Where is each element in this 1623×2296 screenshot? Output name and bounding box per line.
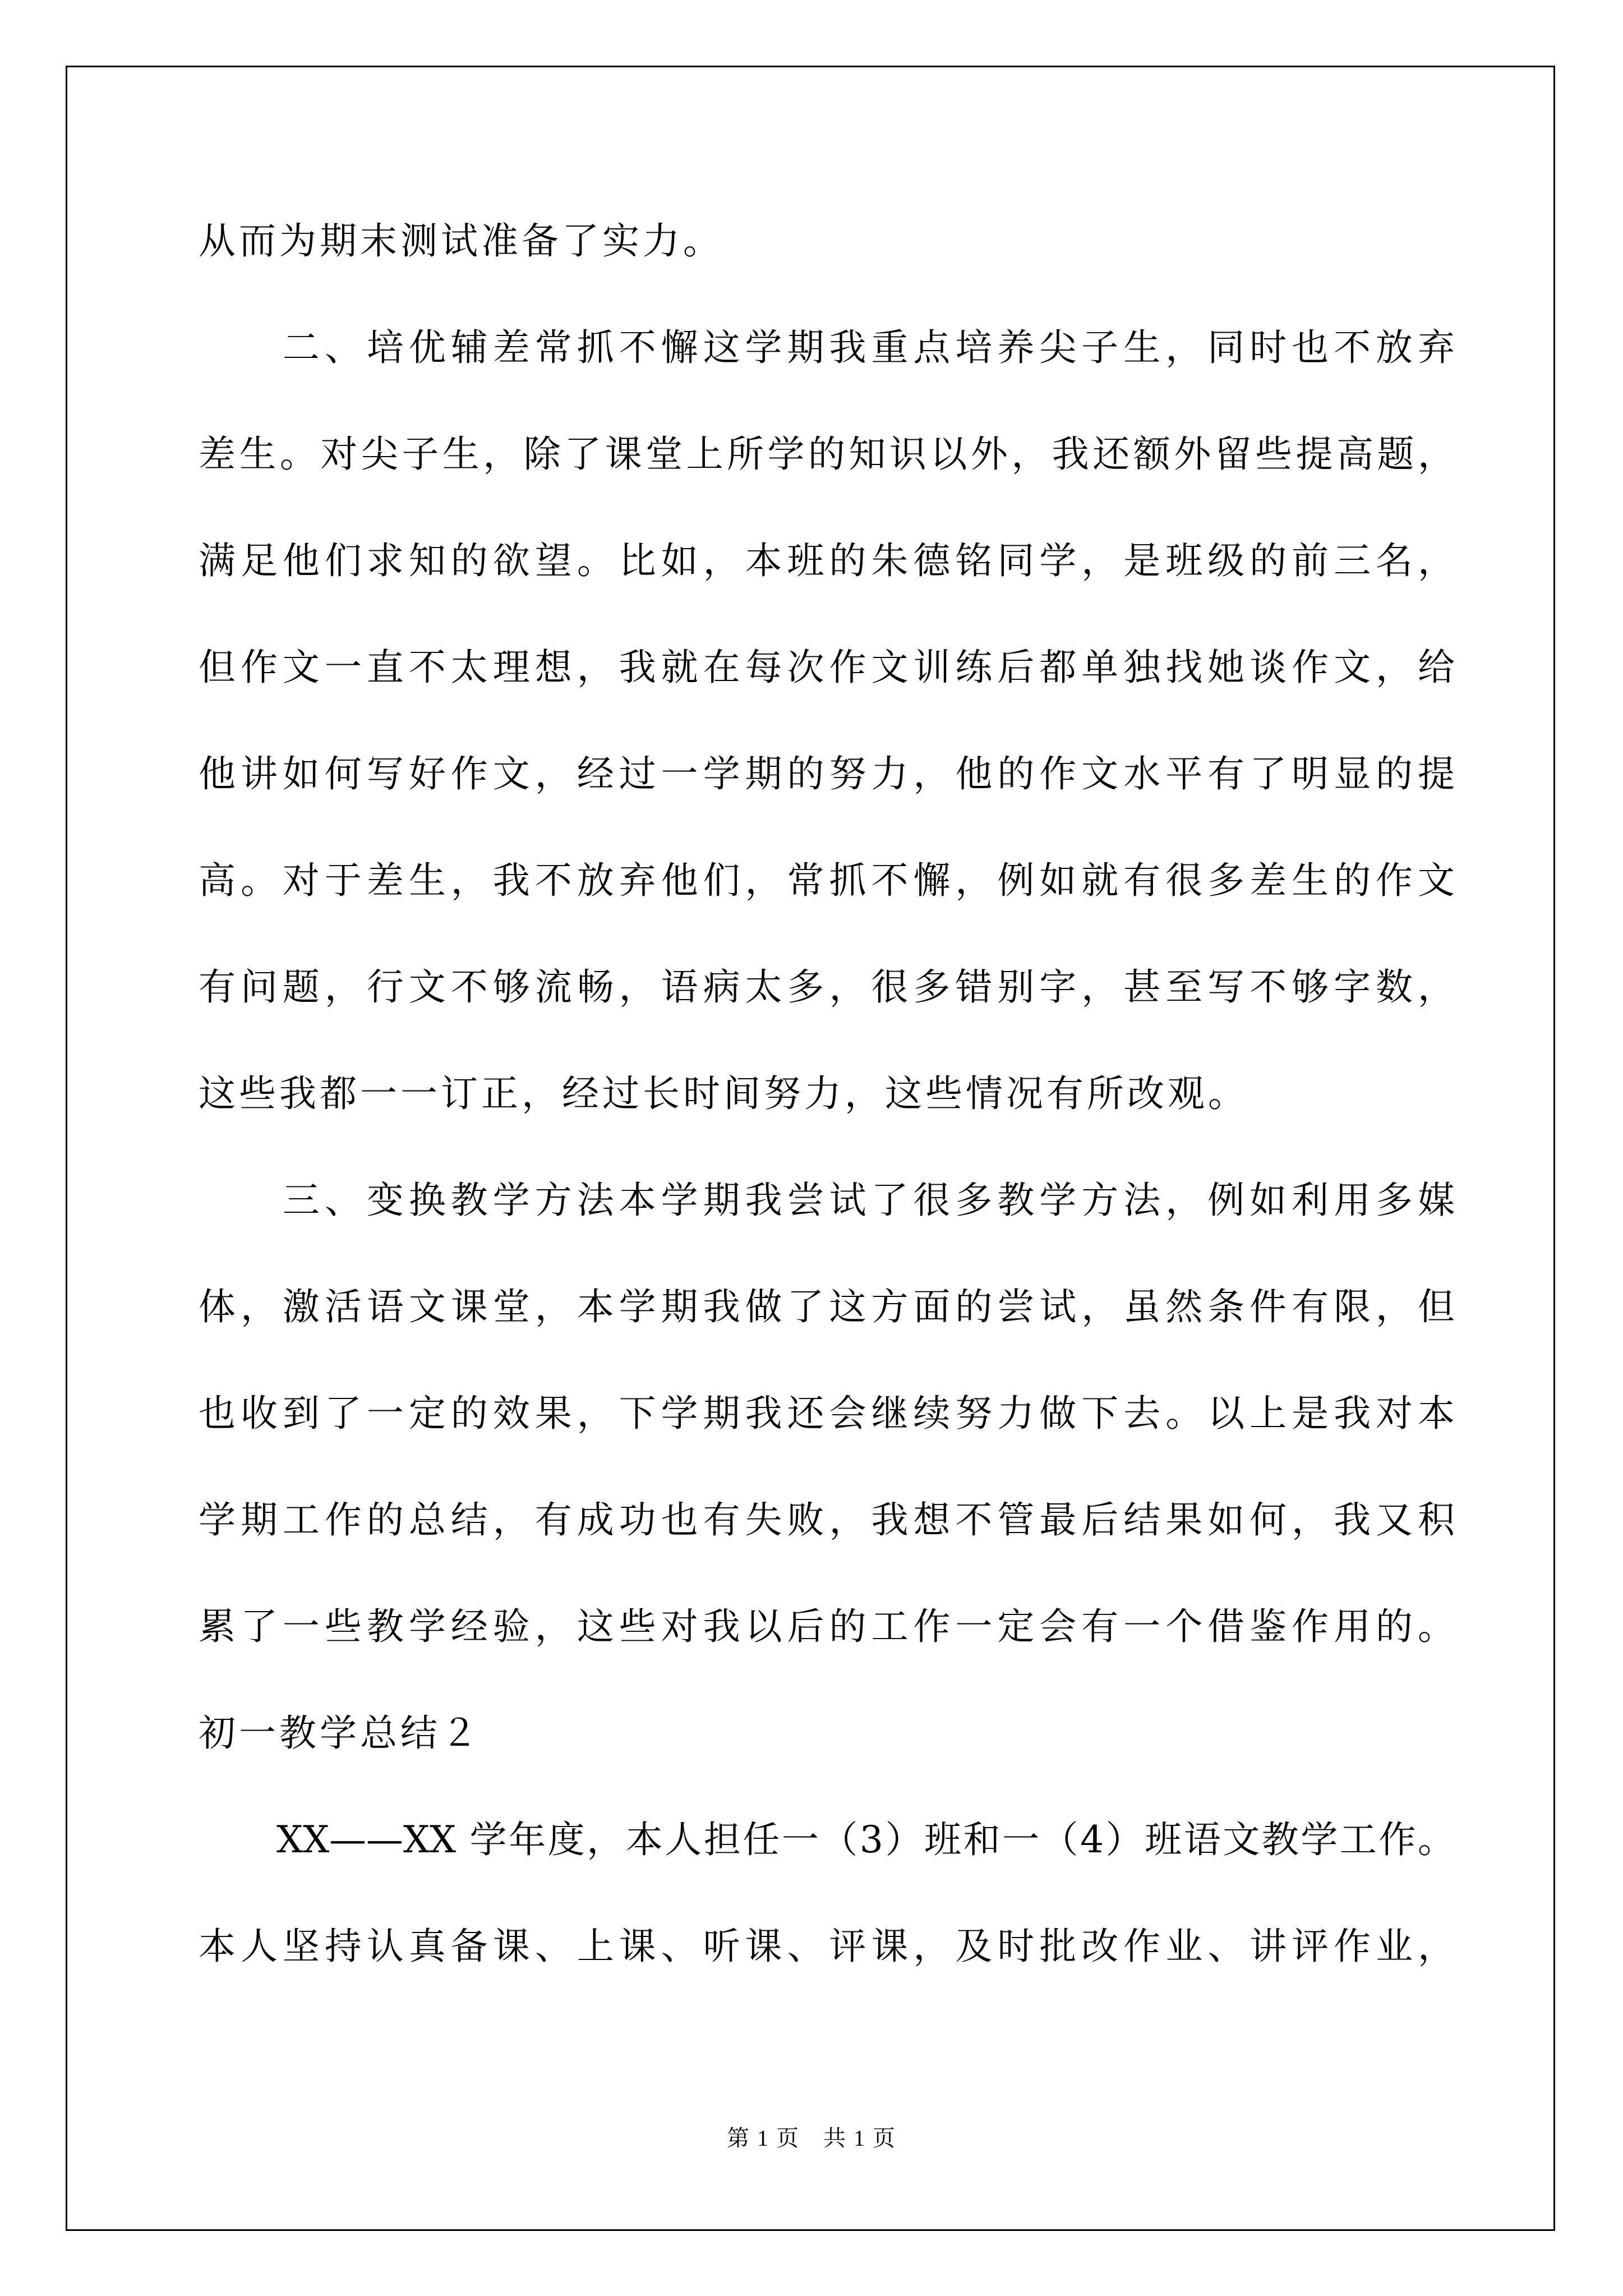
page-border (66, 66, 1555, 2231)
text-line: 二、培优辅差常抓不懈这学期我重点培养尖子生，同时也不放弃 (199, 326, 1455, 369)
text-line: 也收到了一定的效果，下学期我还会继续努力做下去。以上是我对本 (199, 1392, 1455, 1435)
text-line: XX——XX 学年度，本人担任一（3）班和一（4）班语文教学工作。 (199, 1818, 1455, 1861)
text-line: 高。对于差生，我不放弃他们，常抓不懈，例如就有很多差生的作文 (199, 859, 1455, 902)
text-line: 但作文一直不太理想，我就在每次作文训练后都单独找她谈作文，给 (199, 646, 1455, 689)
text-line: 学期工作的总结，有成功也有失败，我想不管最后结果如何，我又积 (199, 1498, 1455, 1542)
text-line: 他讲如何写好作文，经过一学期的努力，他的作文水平有了明显的提 (199, 752, 1455, 795)
text-line: 这些我都一一订正，经过长时间努力，这些情况有所改观。 (199, 1072, 1248, 1115)
text-line: 累了一些教学经验，这些对我以后的工作一定会有一个借鉴作用的。 (199, 1605, 1455, 1648)
text-line: 从而为期末测试准备了实力。 (199, 219, 723, 263)
page-number-footer: 第 1 页 共 1 页 (727, 2125, 896, 2151)
text-line: 满足他们求知的欲望。比如，本班的朱德铭同学，是班级的前三名， (199, 539, 1455, 582)
section-heading: 初一教学总结２ (199, 1711, 481, 1755)
text-line: 本人坚持认真备课、上课、听课、评课，及时批改作业、讲评作业， (199, 1925, 1455, 1968)
text-line: 三、变换教学方法本学期我尝试了很多教学方法，例如利用多媒 (199, 1179, 1455, 1222)
text-line: 差生。对尖子生，除了课堂上所学的知识以外，我还额外留些提高题， (199, 432, 1455, 476)
text-line: 体，激活语文课堂，本学期我做了这方面的尝试，虽然条件有限，但 (199, 1285, 1455, 1328)
text-line: 有问题，行文不够流畅，语病太多，很多错别字，甚至写不够字数， (199, 965, 1455, 1009)
